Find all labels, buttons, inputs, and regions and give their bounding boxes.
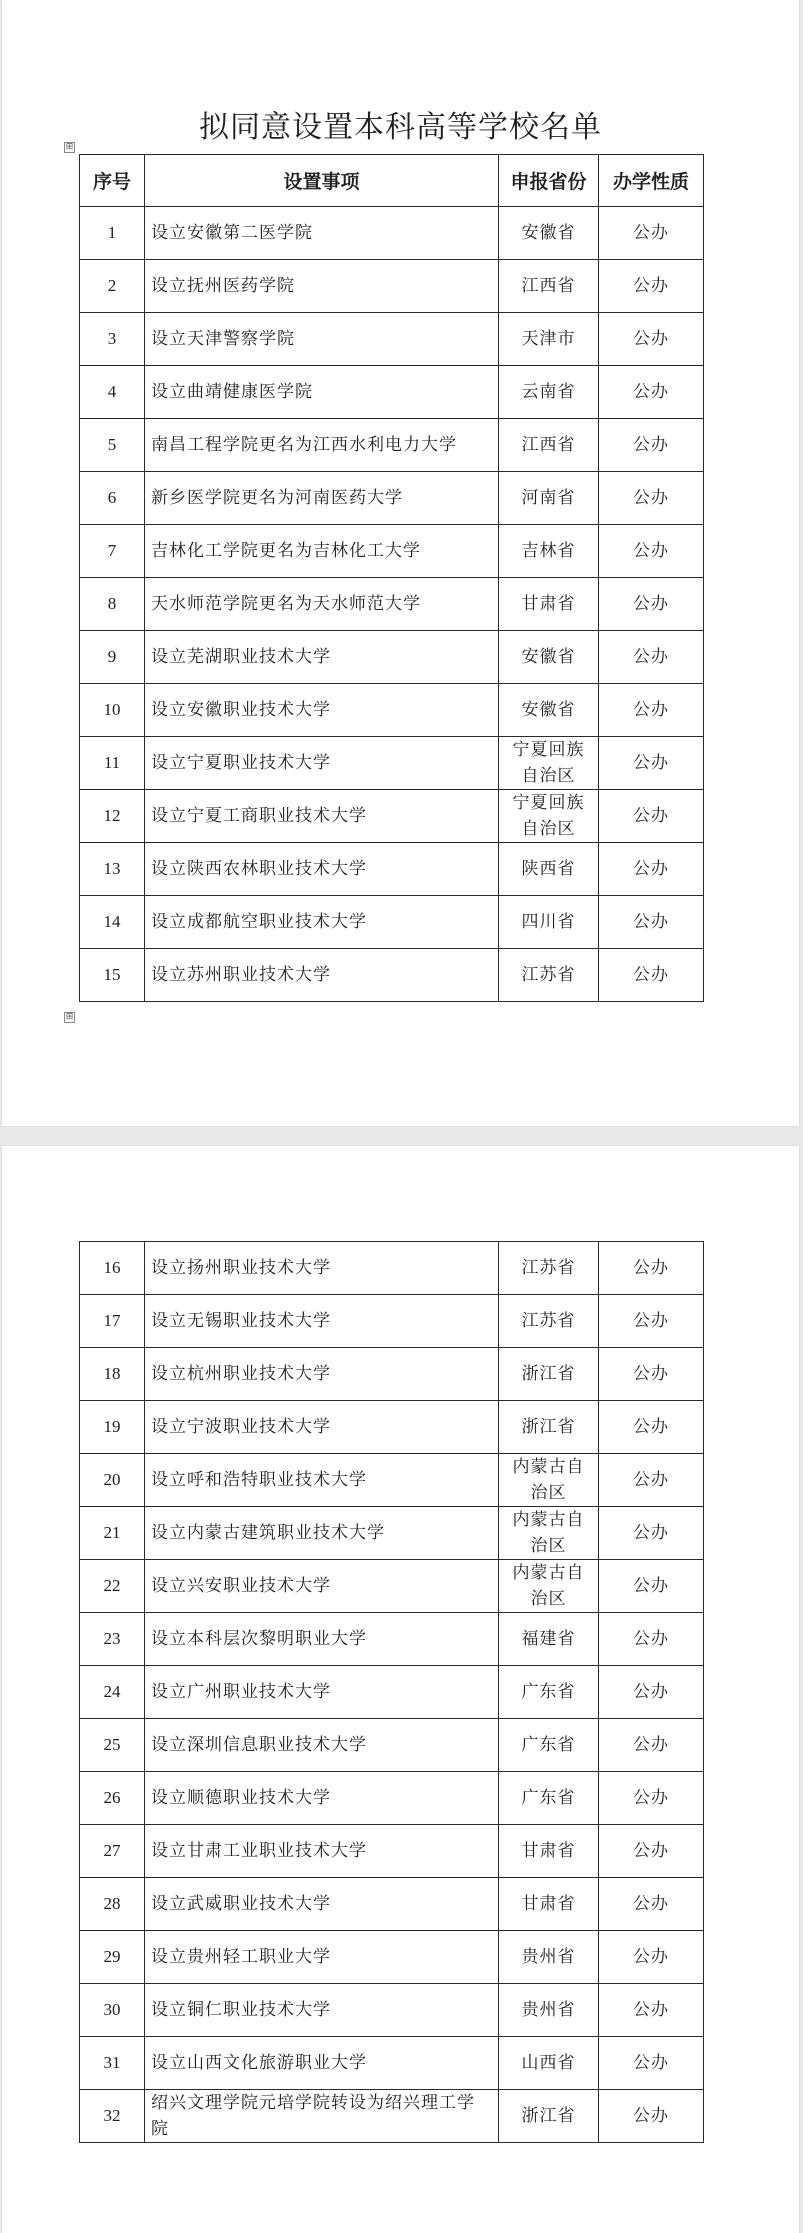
row-number: 14 [80,896,145,949]
table-row [80,843,704,896]
row-number: 31 [80,2037,145,2090]
table-move-handle-icon[interactable]: ⊞ [65,1012,74,1022]
table-row [80,207,704,260]
row-item: 新乡医学院更名为河南医药大学 [145,472,499,525]
table-row [80,1719,704,1772]
table-row [80,631,704,684]
document-page-1 [2,0,799,1126]
row-item: 设立安徽职业技术大学 [145,684,499,737]
row-number: 7 [80,525,145,578]
row-province: 广东省 [499,1719,599,1772]
row-province: 广东省 [499,1772,599,1825]
row-type: 公办 [599,1666,704,1719]
row-item: 设立无锡职业技术大学 [145,1295,499,1348]
row-type: 公办 [599,472,704,525]
table-row [80,684,704,737]
row-item: 设立杭州职业技术大学 [145,1348,499,1401]
table-row [80,1613,704,1666]
row-item: 设立成都航空职业技术大学 [145,896,499,949]
row-province: 内蒙古自治区 [499,1560,599,1613]
row-item: 设立深圳信息职业技术大学 [145,1719,499,1772]
row-type: 公办 [599,1507,704,1560]
row-type: 公办 [599,207,704,260]
row-province: 甘肃省 [499,578,599,631]
row-type: 公办 [599,737,704,790]
row-province: 内蒙古自治区 [499,1507,599,1560]
row-item: 设立呼和浩特职业技术大学 [145,1454,499,1507]
row-item: 设立宁夏职业技术大学 [145,737,499,790]
row-type: 公办 [599,578,704,631]
row-item: 设立武威职业技术大学 [145,1878,499,1931]
table-row [80,313,704,366]
document-page-2 [2,1146,799,2233]
table-row [80,1666,704,1719]
table-row [80,949,704,1002]
row-province: 安徽省 [499,631,599,684]
table-header-row [80,155,704,207]
row-item: 设立抚州医药学院 [145,260,499,313]
row-province: 安徽省 [499,207,599,260]
row-item: 设立宁夏工商职业技术大学 [145,790,499,843]
row-number: 13 [80,843,145,896]
header-no: 序号 [80,155,145,207]
row-item: 设立陕西农林职业技术大学 [145,843,499,896]
row-number: 4 [80,366,145,419]
table-row [80,1772,704,1825]
row-number: 3 [80,313,145,366]
row-province: 四川省 [499,896,599,949]
row-number: 28 [80,1878,145,1931]
row-province: 天津市 [499,313,599,366]
row-item: 设立甘肃工业职业技术大学 [145,1825,499,1878]
row-province: 福建省 [499,1613,599,1666]
row-province: 山西省 [499,2037,599,2090]
row-number: 16 [80,1242,145,1295]
table-move-handle-icon[interactable]: ⊞ [65,142,74,152]
row-number: 11 [80,737,145,790]
row-type: 公办 [599,313,704,366]
row-item: 天水师范学院更名为天水师范大学 [145,578,499,631]
row-province: 陕西省 [499,843,599,896]
row-province: 江苏省 [499,1242,599,1295]
row-province: 甘肃省 [499,1878,599,1931]
row-item: 吉林化工学院更名为吉林化工大学 [145,525,499,578]
row-number: 2 [80,260,145,313]
header-type: 办学性质 [599,155,704,207]
row-item: 设立兴安职业技术大学 [145,1560,499,1613]
table-row [80,260,704,313]
row-type: 公办 [599,790,704,843]
table-row [80,1454,704,1507]
row-number: 8 [80,578,145,631]
row-number: 20 [80,1454,145,1507]
row-province: 浙江省 [499,2090,599,2143]
row-number: 27 [80,1825,145,1878]
row-type: 公办 [599,1931,704,1984]
row-type: 公办 [599,1401,704,1454]
row-item: 设立本科层次黎明职业大学 [145,1613,499,1666]
row-number: 21 [80,1507,145,1560]
row-type: 公办 [599,2090,704,2143]
row-province: 甘肃省 [499,1825,599,1878]
table-row [80,472,704,525]
row-number: 6 [80,472,145,525]
row-number: 12 [80,790,145,843]
table-row [80,1348,704,1401]
row-number: 10 [80,684,145,737]
row-type: 公办 [599,366,704,419]
table-row [80,1507,704,1560]
table-row [80,1825,704,1878]
page-title: 拟同意设置本科高等学校名单 [199,110,602,145]
row-item: 设立顺德职业技术大学 [145,1772,499,1825]
row-number: 26 [80,1772,145,1825]
row-province: 河南省 [499,472,599,525]
row-type: 公办 [599,525,704,578]
row-number: 30 [80,1984,145,2037]
row-province: 浙江省 [499,1348,599,1401]
row-number: 23 [80,1613,145,1666]
row-item: 设立铜仁职业技术大学 [145,1984,499,2037]
row-item: 设立曲靖健康医学院 [145,366,499,419]
table-row [80,419,704,472]
row-number: 32 [80,2090,145,2143]
row-type: 公办 [599,1825,704,1878]
row-item: 设立山西文化旅游职业大学 [145,2037,499,2090]
row-type: 公办 [599,1878,704,1931]
row-item: 设立安徽第二医学院 [145,207,499,260]
row-type: 公办 [599,1613,704,1666]
table-row [80,790,704,843]
row-number: 22 [80,1560,145,1613]
row-type: 公办 [599,1719,704,1772]
row-province: 宁夏回族自治区 [499,790,599,843]
row-province: 贵州省 [499,1931,599,1984]
row-number: 5 [80,419,145,472]
row-province: 云南省 [499,366,599,419]
row-item: 设立扬州职业技术大学 [145,1242,499,1295]
row-number: 29 [80,1931,145,1984]
table-row [80,1931,704,1984]
table-row [80,578,704,631]
table-row [80,2037,704,2090]
header-province: 申报省份 [499,155,599,207]
table-row [80,1242,704,1295]
row-type: 公办 [599,1454,704,1507]
table-row [80,1984,704,2037]
row-number: 15 [80,949,145,1002]
row-item: 设立内蒙古建筑职业技术大学 [145,1507,499,1560]
row-number: 18 [80,1348,145,1401]
row-province: 江苏省 [499,949,599,1002]
row-number: 1 [80,207,145,260]
schools-table-part1 [79,154,704,1002]
row-type: 公办 [599,1348,704,1401]
schools-table-part2 [79,1241,704,2143]
row-type: 公办 [599,1984,704,2037]
row-type: 公办 [599,631,704,684]
row-item: 设立广州职业技术大学 [145,1666,499,1719]
row-item: 设立芜湖职业技术大学 [145,631,499,684]
row-province: 江苏省 [499,1295,599,1348]
row-type: 公办 [599,1295,704,1348]
row-type: 公办 [599,2037,704,2090]
row-province: 内蒙古自治区 [499,1454,599,1507]
row-province: 安徽省 [499,684,599,737]
row-type: 公办 [599,419,704,472]
row-type: 公办 [599,896,704,949]
table-row [80,1560,704,1613]
row-type: 公办 [599,1560,704,1613]
row-province: 江西省 [499,260,599,313]
row-province: 江西省 [499,419,599,472]
table-row [80,1878,704,1931]
row-province: 浙江省 [499,1401,599,1454]
row-type: 公办 [599,949,704,1002]
table-row [80,366,704,419]
table-row [80,1401,704,1454]
table-row [80,1295,704,1348]
row-item: 南昌工程学院更名为江西水利电力大学 [145,419,499,472]
row-number: 24 [80,1666,145,1719]
row-type: 公办 [599,684,704,737]
header-item: 设置事项 [145,155,499,207]
row-item: 设立天津警察学院 [145,313,499,366]
table-row [80,525,704,578]
row-item: 设立贵州轻工职业大学 [145,1931,499,1984]
row-province: 宁夏回族自治区 [499,737,599,790]
row-type: 公办 [599,1242,704,1295]
row-type: 公办 [599,1772,704,1825]
row-number: 19 [80,1401,145,1454]
row-number: 25 [80,1719,145,1772]
row-item: 设立宁波职业技术大学 [145,1401,499,1454]
row-type: 公办 [599,843,704,896]
row-number: 9 [80,631,145,684]
row-province: 贵州省 [499,1984,599,2037]
table-row [80,896,704,949]
row-province: 吉林省 [499,525,599,578]
row-province: 广东省 [499,1666,599,1719]
row-type: 公办 [599,260,704,313]
table-row [80,2090,704,2143]
table-row [80,737,704,790]
row-item: 设立苏州职业技术大学 [145,949,499,1002]
row-item: 绍兴文理学院元培学院转设为绍兴理工学院 [145,2090,499,2143]
row-number: 17 [80,1295,145,1348]
